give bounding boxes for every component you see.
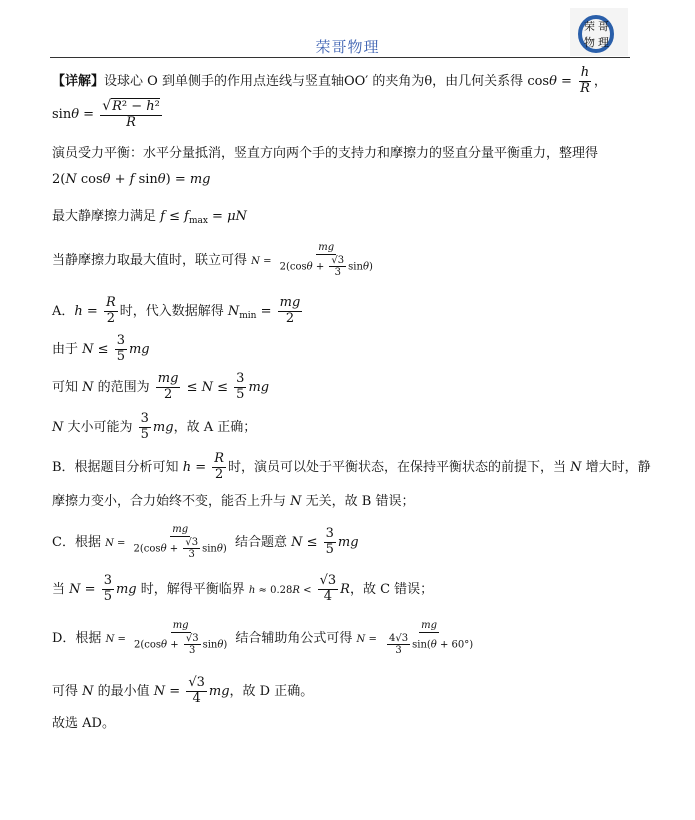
solution-line-3: 演员受力平衡：水平分量抵消，竖直方向两个手的支持力和摩擦力的竖直分量平衡重力，整理得 (52, 146, 599, 161)
option-a-line-3: 可知 N 的范围为 $\frac{mg}{2}$ ≤ N ≤ $\frac{3}{5}$ mg (52, 371, 270, 402)
line1-formula: cosθ = $\frac{h}{R}$ ， (527, 65, 607, 96)
svg-text:物: 物 (584, 36, 595, 49)
option-b-line-2: 摩擦力变小，合力始终不变，能否上升与 N 无关，故 B 错误； (52, 494, 415, 509)
solution-line-4: 2(N cosθ + f sinθ) = mg (52, 172, 211, 187)
answer-line: 故选 AD。 (52, 716, 115, 731)
option-d-line-2: 可得 N 的最小值 N = $\frac{√3}{4}$ mg，故 D 正确。 (52, 675, 314, 706)
logo-icon (570, 8, 628, 56)
svg-text:荣: 荣 (584, 20, 595, 33)
option-a-line-2: 由于 N ≤ $\frac{3}{5}$ mg (52, 333, 150, 364)
svg-text:哥: 哥 (598, 20, 609, 33)
solution-line-6: 当静摩擦力取最大值时，联立可得 N = mg 2(cosθ + $\frac{√3}{3}$ sinθ) (52, 242, 373, 278)
option-a-line-4: N 大小可能为 $\frac{3}{5}$ mg，故 A 正确； (52, 411, 257, 442)
line1-text: 设球心 O 到单侧手的作用点连线与竖直轴OO′ 的夹角为θ，由几何关系得 (104, 73, 524, 89)
line6-text: 当静摩擦力取最大值时，联立可得 (52, 252, 248, 268)
option-c-line-2: 当 N = $\frac{3}{5}$ mg 时，解得平衡临界 h ≈ 0.28R < $\frac{√3}{4}$ R，故 C 错误； (52, 573, 434, 604)
solution-line-1 (52, 66, 607, 97)
solution-line-5: 最大静摩擦力满足 $f \le f_{max} = \mu N$ (52, 209, 247, 226)
option-b-line-1: B．根据题目分析可知 h = $\frac{R}{2}$ 时，演员可以处于平衡状态，在保持平衡状态的前提下，当 N 增大时，静 (52, 451, 651, 482)
header-title: 荣哥物理 (315, 38, 380, 56)
solution-line-2: sinθ = $\frac{\text{√R² − h²}}{R}$ (52, 98, 160, 130)
option-a-line-1: A．h = $\frac{R}{2}$ 时，代入数据解得 $N_{min}$ = $\frac{mg}{2}$ (52, 295, 301, 326)
solution-label: 【详解】 (52, 73, 105, 89)
header-rule (50, 57, 630, 58)
option-c-line-1: C．根据 N = mg 2(cosθ + $\frac{√3}{3}$ sinθ) 结合题意 N ≤ $\frac{3}{5}$ mg (52, 524, 359, 560)
option-d-line-1: D．根据 N = mg 2(cosθ + $\frac{√3}{3}$ sinθ) 结合辅助角公式可得 N = mg $\frac{4√3}{3}$ sin(θ + 60°) (52, 620, 474, 656)
svg-text:理: 理 (598, 36, 609, 49)
